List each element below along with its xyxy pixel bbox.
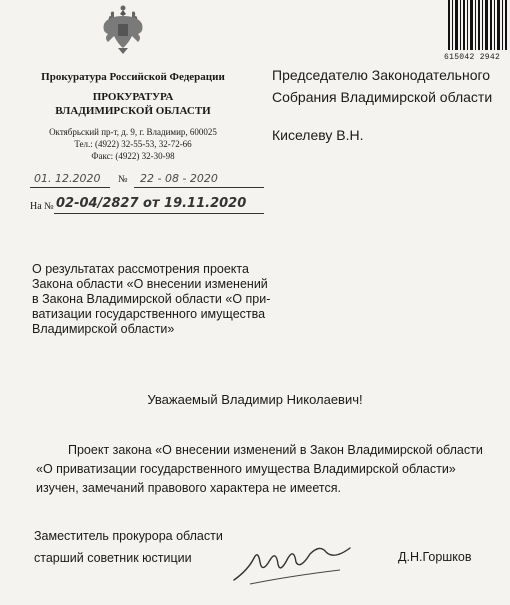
signatory-title-line2: старший советник юстиции (34, 551, 192, 565)
org-name-line2: ВЛАДИМИРСКОЙ ОБЛАСТИ (55, 105, 211, 117)
reference-label: На № (30, 201, 54, 212)
recipient-block (272, 64, 504, 146)
signatory-title-line1: Заместитель прокурора области (34, 529, 223, 543)
subject-line: Закона области «О внесении изменений (32, 277, 268, 291)
registration-date: 01. 12.2020 (34, 172, 101, 185)
sender-block (14, 70, 252, 162)
registration-date-row (30, 172, 270, 190)
org-phone: Тел.: (4922) 32-55-53, 32-72-66 (74, 139, 192, 149)
barcode-number: 615042 2942 (444, 53, 501, 62)
subject-line: ватизации государственного имущества (32, 307, 266, 321)
recipient-name: Киселеву В.Н. (272, 127, 364, 143)
signatory-name: Д.Н.Горшков (398, 550, 472, 564)
body-text (36, 441, 504, 498)
date-underline (30, 187, 110, 188)
reference-underline (54, 213, 264, 214)
recipient-position-line1: Председателю Законодательного (272, 67, 491, 83)
org-name-line1: ПРОКУРАТУРА (92, 91, 174, 103)
reference-value: 02-04/2827 от 19.11.2020 (56, 196, 247, 211)
org-address: Октябрьский пр-т, д. 9, г. Владимир, 600025 (49, 127, 217, 137)
subject-line: Владимирской области» (32, 322, 175, 336)
greeting: Уважаемый Владимир Николаевич! (147, 392, 363, 407)
recipient-position-line2: Собрания Владимирской области (272, 89, 493, 105)
number-underline (134, 187, 264, 188)
subject-block (32, 262, 300, 337)
org-name-federal: Прокуратура Российской Федерации (41, 71, 225, 83)
org-fax: Факс: (4922) 32-30-98 (91, 151, 175, 161)
handwritten-signature (230, 540, 360, 590)
subject-line: в Закона Владимирской области «О при- (32, 292, 271, 306)
number-label: № (118, 174, 128, 185)
body-line: изучен, замечаний правового характера не имеется. (36, 481, 341, 495)
reference-row (30, 196, 270, 216)
body-line: «О приватизации государственного имущества Владимирской области» (36, 462, 456, 476)
coat-of-arms-icon (100, 4, 146, 58)
subject-line: О результатах рассмотрения проекта (32, 262, 249, 276)
registration-number: 22 - 08 - 2020 (140, 172, 218, 185)
body-line: Проект закона «О внесении изменений в Закон Владимирской области (68, 443, 483, 457)
